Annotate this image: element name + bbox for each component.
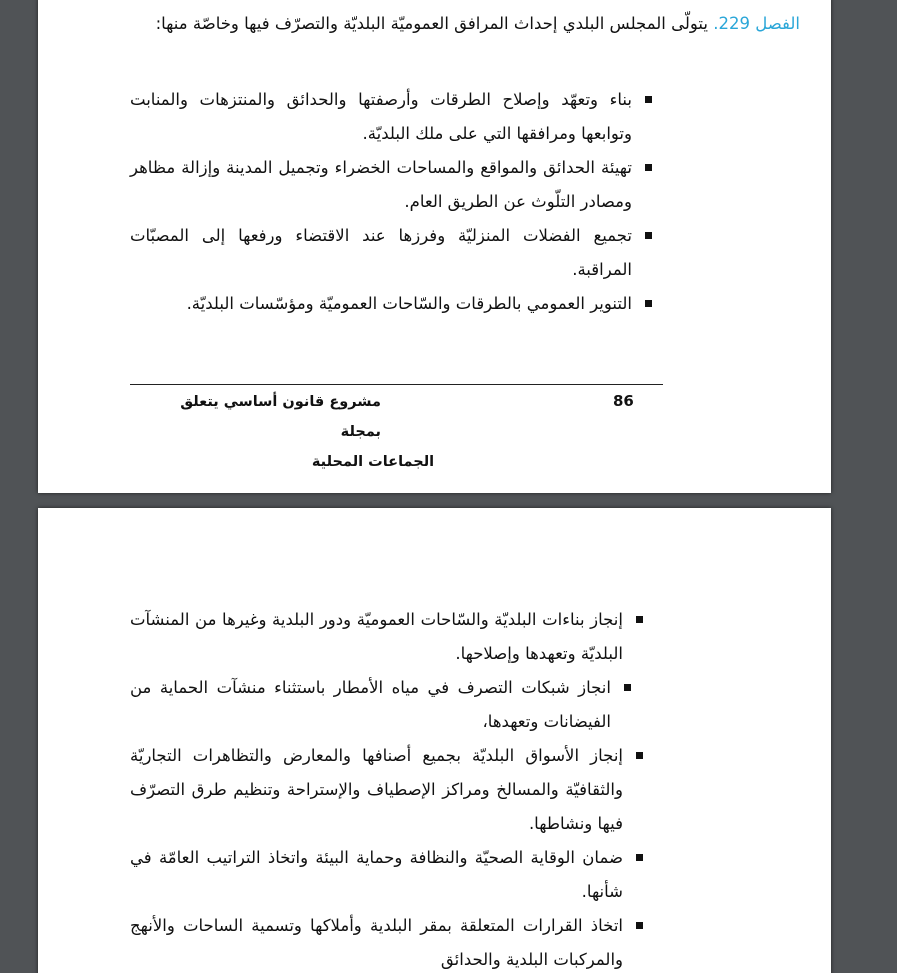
list-item-text: انجاز شبكات التصرف في مياه الأمطار باستثناء منشآت الحماية من الفيضانات وتعهدها، (130, 678, 611, 731)
footer-title (138, 387, 435, 477)
document-page-86 (38, 0, 831, 493)
list-item-text: اتخاذ القرارات المتعلقة بمقر البلدية وأملاكها وتسمية الساحات والأنهج والمركبات البلدية والحدائق (130, 916, 623, 969)
bullet-icon (624, 684, 631, 691)
list-item-text: التنوير العمومي بالطرقات والسّاحات العموميّة ومؤسّسات البلديّة. (186, 294, 632, 313)
list-item (130, 841, 623, 909)
bullet-icon (645, 96, 652, 103)
document-page-87 (38, 508, 831, 973)
footer-divider (130, 384, 663, 385)
list-item (130, 219, 632, 287)
page-number: 86 (613, 392, 634, 410)
list-item-text: بناء وتعهّد وإصلاح الطرقات وأرصفتها والحدائق والمنتزهات والمنابت وتوابعها ومرافقها التي على ملك البلديّة. (130, 90, 632, 143)
bullet-icon (645, 232, 652, 239)
bullet-icon (636, 854, 643, 861)
list-item (130, 83, 632, 151)
list-item (130, 671, 623, 739)
article-229-list-continued (130, 603, 623, 973)
list-item-text: إنجاز الأسواق البلديّة بجميع أصنافها والمعارض والتظاهرات التجاريّة والثقافيّة والمسالخ ومراكز الإصطياف والإستراحة وتنظيم طرق التصرّف فيها ونشاطها. (130, 746, 623, 833)
bullet-icon (636, 922, 643, 929)
list-item-text: ضمان الوقاية الصحيّة والنظافة وحماية البيئة واتخاذ التراتيب العامّة في شأنها. (130, 848, 623, 901)
list-item-text: تجميع الفضلات المنزليّة وفرزها عند الاقتضاء ورفعها إلى المصبّات المراقبة. (130, 226, 632, 279)
list-item-text: تهيئة الحدائق والمواقع والمساحات الخضراء وتجميل المدينة وإزالة مظاهر ومصادر التلّوث عن الطريق العام. (130, 158, 632, 211)
list-item-text: إنجاز بناءات البلديّة والسّاحات العموميّة ودور البلدية وغيرها من المنشآت البلديّة وتعهدها وإصلاحها. (130, 610, 623, 663)
bullet-icon (645, 164, 652, 171)
list-item (130, 603, 623, 671)
bullet-icon (636, 616, 643, 623)
article-229-list (130, 83, 632, 321)
bullet-icon (645, 300, 652, 307)
footer-title-line1: مشروع قانون أساسي يتعلق بمجلة (180, 394, 381, 440)
article-intro-text: يتولّى المجلس البلدي إحداث المرافق العموميّة البلديّة والتصرّف فيها وخاصّة منها: (155, 14, 714, 33)
bullet-icon (636, 752, 643, 759)
list-item (130, 739, 623, 841)
footer-title-line2: الجماعات المحلية (311, 454, 435, 470)
list-item (130, 909, 623, 973)
list-item (130, 151, 632, 219)
article-label: الفصل 229. (713, 14, 800, 33)
list-item (130, 287, 632, 321)
article-229-intro (130, 6, 800, 41)
